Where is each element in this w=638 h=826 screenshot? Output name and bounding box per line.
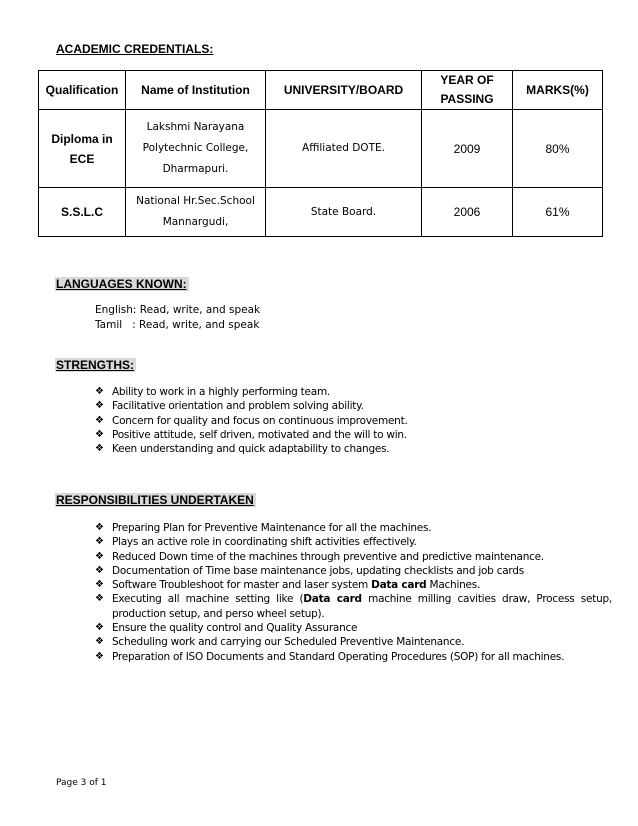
- bullet-diamond-icon: ❖: [95, 522, 104, 533]
- responsibility-text: Preparing Plan for Preventive Maintenance for all the machines.: [112, 522, 432, 534]
- col-header-qualification: Qualification: [39, 71, 126, 110]
- data-card-label: Data card: [303, 593, 362, 606]
- bullet-diamond-icon: ❖: [95, 536, 104, 548]
- list-item: [95, 521, 612, 535]
- list-item: [95, 650, 612, 664]
- data-card-label: Data card: [371, 579, 427, 592]
- cell-board: Affiliated DOTE.: [266, 110, 422, 188]
- strengths-heading: STRENGTHS:: [56, 358, 134, 372]
- responsibility-text-pre: Executing all machine setting like (: [112, 593, 304, 606]
- languages-list: [95, 303, 260, 333]
- col-header-marks: MARKS(%): [513, 71, 603, 110]
- list-item: [95, 578, 612, 592]
- col-header-institution: Name of Institution: [126, 71, 266, 110]
- institution-line2: Mannargudi,: [162, 216, 229, 228]
- responsibility-text: Reduced Down time of the machines through preventive and predictive maintenance.: [112, 550, 544, 563]
- col-header-year-line2: PASSING: [440, 92, 494, 106]
- bullet-diamond-icon: ❖: [95, 428, 104, 440]
- responsibility-text: Scheduling work and carrying our Scheduled Preventive Maintenance.: [112, 636, 465, 649]
- col-header-year-line1: YEAR OF: [440, 73, 494, 87]
- cell-institution: [126, 110, 266, 188]
- page-number: Page 3 of 1: [56, 778, 107, 788]
- responsibility-text-pre: Software Troubleshoot for master and laser system: [112, 579, 372, 592]
- bullet-diamond-icon: ❖: [95, 593, 104, 605]
- table-header-row: [39, 71, 603, 110]
- list-item: [95, 592, 612, 621]
- cell-qualification: [39, 110, 126, 188]
- list-item: [95, 399, 615, 413]
- table-row: [39, 110, 603, 188]
- list-item: [95, 564, 612, 578]
- bullet-diamond-icon: ❖: [95, 414, 104, 426]
- bullet-diamond-icon: ❖: [95, 564, 104, 576]
- table-row: [39, 188, 603, 237]
- list-item: [95, 414, 615, 428]
- responsibility-text-post: Machines.: [426, 579, 481, 592]
- cell-year: 2006: [422, 188, 513, 237]
- responsibilities-list: [95, 521, 612, 664]
- responsibility-text: Preparation of ISO Documents and Standard Operating Procedures (SOP) for all machines.: [112, 650, 565, 663]
- languages-heading: LANGUAGES KNOWN:: [56, 277, 187, 291]
- strength-text: Ability to work in a highly performing team.: [112, 386, 331, 398]
- cell-marks: 80%: [513, 110, 603, 188]
- cell-marks: 61%: [513, 188, 603, 237]
- bullet-diamond-icon: ❖: [95, 386, 104, 397]
- responsibility-text: Plays an active role in coordinating shift activities effectively.: [112, 536, 417, 549]
- strengths-list: [95, 385, 615, 456]
- responsibility-text: Documentation of Time base maintenance jobs, updating checklists and job cards: [112, 564, 524, 577]
- list-item: [95, 635, 612, 649]
- bullet-diamond-icon: ❖: [95, 636, 104, 648]
- bullet-diamond-icon: ❖: [95, 550, 104, 562]
- strength-text: Keen understanding and quick adaptability to changes.: [112, 443, 390, 456]
- bullet-diamond-icon: ❖: [95, 443, 104, 455]
- qualification-line1: Diploma in: [51, 131, 113, 146]
- bullet-diamond-icon: ❖: [95, 579, 104, 591]
- col-header-board: UNIVERSITY/BOARD: [266, 71, 422, 110]
- academic-credentials-heading: ACADEMIC CREDENTIALS:: [56, 42, 214, 56]
- qualification-line2: ECE: [69, 151, 95, 166]
- strength-text: Positive attitude, self driven, motivated and the will to win.: [112, 428, 407, 441]
- col-header-year: [422, 71, 513, 110]
- list-item: [95, 442, 615, 456]
- cell-qualification: S.S.L.C: [39, 188, 126, 237]
- list-item: [95, 621, 612, 635]
- bullet-diamond-icon: ❖: [95, 650, 104, 662]
- cell-year: 2009: [422, 110, 513, 188]
- institution-line3: Dharmapuri.: [162, 163, 229, 175]
- responsibilities-heading: RESPONSIBILITIES UNDERTAKEN: [56, 493, 254, 507]
- strength-text: Concern for quality and focus on continuous improvement.: [112, 414, 408, 427]
- language-tamil: Tamil : Read, write, and speak: [95, 319, 260, 331]
- language-english: English: Read, write, and speak: [95, 304, 261, 316]
- cell-institution: [126, 188, 266, 237]
- strength-text: Facilitative orientation and problem solving ability.: [112, 400, 364, 413]
- list-item: [95, 550, 612, 564]
- institution-line1: National Hr.Sec.School: [136, 195, 255, 207]
- cell-board: State Board.: [266, 188, 422, 237]
- responsibility-text: Ensure the quality control and Quality Assurance: [112, 622, 358, 635]
- institution-line1: Lakshmi Narayana: [146, 121, 245, 133]
- institution-line2: Polytechnic College,: [142, 142, 249, 154]
- list-item: [95, 535, 612, 549]
- bullet-diamond-icon: ❖: [95, 622, 104, 634]
- list-item: [95, 428, 615, 442]
- list-item: [95, 385, 615, 399]
- academic-credentials-table: [38, 70, 603, 237]
- bullet-diamond-icon: ❖: [95, 400, 104, 412]
- responsibility-text-post: machine milling cavities draw, Process setup, production setup, and perso wheel setup).: [112, 593, 612, 620]
